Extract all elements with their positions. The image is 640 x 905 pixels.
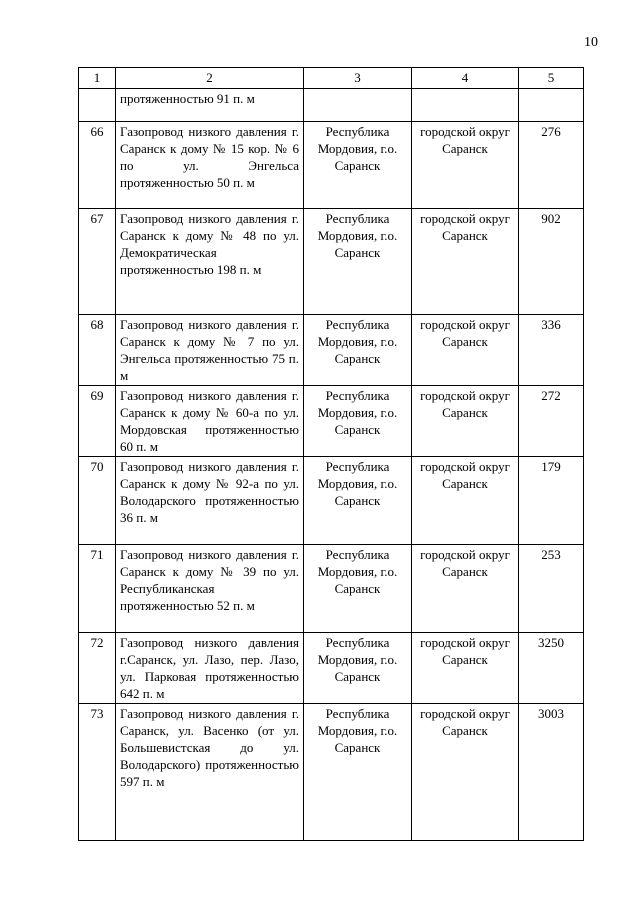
table-row: [79, 209, 584, 315]
region: Республика Мордовия, г.о. Саранск: [304, 315, 412, 386]
object-name: Газопровод низкого давления г.Саранск, ул. Лазо, пер. Лазо, ул. Парковая протяженностью 642 п. м: [116, 633, 304, 704]
district: городской округ Саранск: [412, 457, 519, 545]
region: Республика Мордовия, г.о. Саранск: [304, 209, 412, 315]
table-row: [79, 633, 584, 704]
value: 336: [519, 315, 584, 386]
continuation-row: [79, 89, 584, 122]
object-name: Газопровод низкого давления г. Саранск к дому № 39 по ул. Республиканская протяженностью 52 п. м: [116, 545, 304, 633]
district: городской округ Саранск: [412, 545, 519, 633]
column-header: 1: [79, 68, 116, 89]
table-header-row: [79, 68, 584, 89]
value: 3003: [519, 704, 584, 841]
object-name: Газопровод низкого давления г. Саранск к дому № 15 кор. № 6 по ул. Энгельса протяженностью 50 п. м: [116, 122, 304, 209]
district: городской округ Саранск: [412, 315, 519, 386]
object-name: Газопровод низкого давления г. Саранск, ул. Васенко (от ул. Большевистская до ул. Володарского) протяженностью 597 п. м: [116, 704, 304, 841]
value: 253: [519, 545, 584, 633]
column-header: 4: [412, 68, 519, 89]
district: городской округ Саранск: [412, 704, 519, 841]
row-number: 69: [79, 386, 116, 457]
district: городской округ Саранск: [412, 633, 519, 704]
region: Республика Мордовия, г.о. Саранск: [304, 386, 412, 457]
object-name: Газопровод низкого давления г. Саранск к дому № 92-а по ул. Володарского протяженностью 36 п. м: [116, 457, 304, 545]
value: 276: [519, 122, 584, 209]
row-number: 73: [79, 704, 116, 841]
row-number: 71: [79, 545, 116, 633]
row-number: 72: [79, 633, 116, 704]
table-row: [79, 704, 584, 841]
value: 902: [519, 209, 584, 315]
region: Республика Мордовия, г.о. Саранск: [304, 457, 412, 545]
object-name: Газопровод низкого давления г. Саранск к дому № 48 по ул. Демократическая протяженностью 198 п. м: [116, 209, 304, 315]
value: 179: [519, 457, 584, 545]
value: 272: [519, 386, 584, 457]
register-table: [78, 67, 584, 841]
row-number: 70: [79, 457, 116, 545]
column-header: 3: [304, 68, 412, 89]
table-row: [79, 122, 584, 209]
column-header: 2: [116, 68, 304, 89]
column-header: 5: [519, 68, 584, 89]
row-number: 68: [79, 315, 116, 386]
district: городской округ Саранск: [412, 209, 519, 315]
value: 3250: [519, 633, 584, 704]
district: городской округ Саранск: [412, 122, 519, 209]
table-row: [79, 315, 584, 386]
row-number: 66: [79, 122, 116, 209]
row-number: 67: [79, 209, 116, 315]
continuation-text: протяженностью 91 п. м: [116, 89, 304, 122]
table-row: [79, 457, 584, 545]
district: городской округ Саранск: [412, 386, 519, 457]
region: Республика Мордовия, г.о. Саранск: [304, 545, 412, 633]
region: Республика Мордовия, г.о. Саранск: [304, 704, 412, 841]
object-name: Газопровод низкого давления г. Саранск к дому № 7 по ул. Энгельса протяженностью 75 п. м: [116, 315, 304, 386]
table-row: [79, 545, 584, 633]
region: Республика Мордовия, г.о. Саранск: [304, 633, 412, 704]
table-row: [79, 386, 584, 457]
page-number: 10: [584, 35, 598, 50]
region: Республика Мордовия, г.о. Саранск: [304, 122, 412, 209]
object-name: Газопровод низкого давления г. Саранск к дому № 60-а по ул. Мордовская протяженностью 60 п. м: [116, 386, 304, 457]
